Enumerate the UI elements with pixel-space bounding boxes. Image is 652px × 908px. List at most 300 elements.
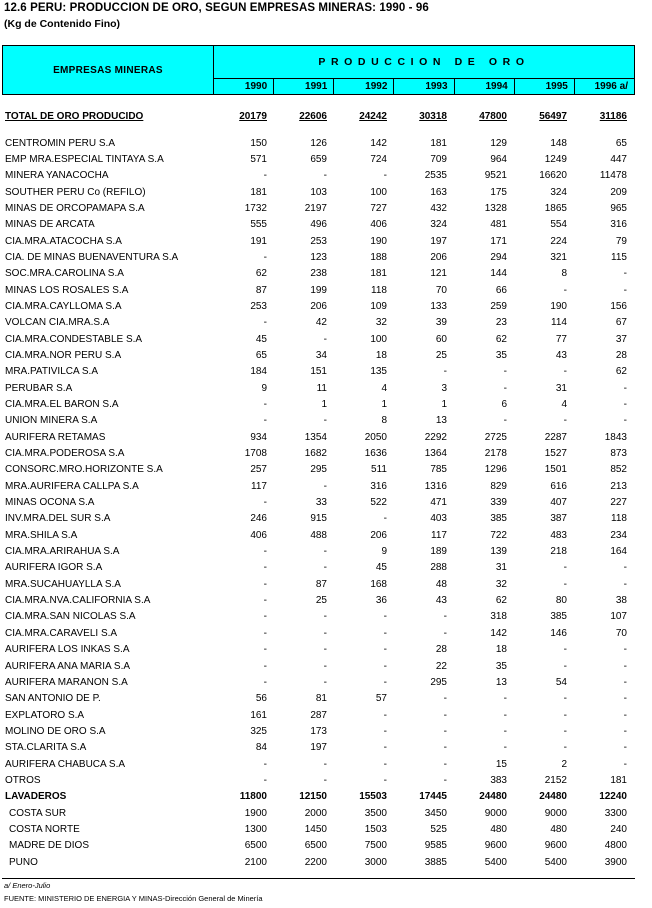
value-cell: 65: [615, 137, 627, 149]
value-cell: 2287: [544, 431, 567, 443]
value-cell: -: [383, 660, 387, 672]
value-cell: 148: [550, 137, 567, 149]
value-cell: 785: [430, 464, 447, 476]
company-name: MINAS OCONA S.A: [5, 497, 95, 509]
value-cell: -: [563, 693, 567, 705]
value-cell: 15503: [359, 791, 387, 803]
value-cell: 324: [430, 219, 447, 231]
data-table: [2, 109, 633, 871]
company-name: INV.MRA.DEL SUR S.A: [5, 513, 111, 525]
table-row: [2, 691, 633, 707]
value-cell: -: [323, 774, 327, 786]
header-year: 1996 a/: [594, 81, 628, 92]
value-cell: -: [443, 709, 447, 721]
company-name: CIA.MRA.CARAVELI S.A: [5, 627, 118, 639]
value-cell: 5400: [484, 856, 507, 868]
value-cell: 288: [430, 562, 447, 574]
table-row: [2, 495, 633, 511]
value-cell: 2725: [484, 431, 507, 443]
value-cell: 189: [430, 546, 447, 558]
value-cell: 164: [610, 546, 627, 558]
value-cell: 16620: [539, 170, 567, 182]
value-cell: 852: [610, 464, 627, 476]
value-cell: 1: [321, 399, 327, 411]
total-row: [2, 109, 633, 125]
company-name: CONSORC.MRO.HORIZONTE S.A: [5, 464, 163, 476]
value-cell: 406: [250, 529, 267, 541]
value-cell: 206: [430, 251, 447, 263]
value-cell: -: [323, 758, 327, 770]
value-cell: 123: [310, 251, 327, 263]
value-cell: -: [503, 709, 507, 721]
value-cell: 480: [550, 823, 567, 835]
value-cell: 3300: [604, 807, 627, 819]
value-cell: 209: [610, 186, 627, 198]
value-cell: 28: [615, 349, 627, 361]
value-cell: 295: [310, 464, 327, 476]
table-row: [2, 282, 633, 298]
value-cell: -: [563, 725, 567, 737]
value-cell: -: [623, 660, 627, 672]
table-row: [2, 152, 633, 168]
value-cell: 175: [490, 186, 507, 198]
value-cell: -: [263, 497, 267, 509]
value-cell: 9: [381, 546, 387, 558]
value-cell: -: [623, 268, 627, 280]
value-cell: 5400: [544, 856, 567, 868]
table-row: [2, 528, 633, 544]
header-year: 1990: [214, 79, 274, 94]
value-cell: 2100: [244, 856, 267, 868]
value-cell: 324: [550, 186, 567, 198]
value-cell: -: [383, 725, 387, 737]
value-cell: -: [263, 562, 267, 574]
value-cell: 156: [610, 300, 627, 312]
value-cell: 66: [495, 284, 507, 296]
company-name: MADRE DE DIOS: [9, 840, 90, 852]
value-cell: 13: [495, 676, 507, 688]
company-name: MRA.AURIFERA CALLPA S.A: [5, 480, 139, 492]
value-cell: 103: [310, 186, 327, 198]
value-cell: 3900: [604, 856, 627, 868]
value-cell: 25: [435, 349, 447, 361]
value-cell: -: [263, 399, 267, 411]
value-cell: -: [623, 758, 627, 770]
table-row: [2, 413, 633, 429]
value-cell: 1316: [424, 480, 447, 492]
company-name: UNION MINERA S.A: [5, 415, 98, 427]
value-cell: 199: [310, 284, 327, 296]
company-name: MINAS DE ARCATA: [5, 219, 95, 231]
value-cell: 407: [550, 497, 567, 509]
company-name: SOC.MRA.CAROLINA S.A: [5, 268, 124, 280]
value-cell: 173: [310, 725, 327, 737]
header-empresas: EMPRESAS MINERAS: [3, 46, 214, 94]
value-cell: -: [503, 382, 507, 394]
value-cell: -: [623, 693, 627, 705]
company-name: CIA.MRA.SAN NICOLAS S.A: [5, 611, 136, 623]
value-cell: 1527: [544, 448, 567, 460]
value-cell: 38: [615, 595, 627, 607]
value-cell: 31: [495, 562, 507, 574]
value-cell: 142: [370, 137, 387, 149]
value-cell: 224: [550, 235, 567, 247]
value-cell: 81: [315, 693, 327, 705]
table-row: [2, 577, 633, 593]
value-cell: -: [383, 513, 387, 525]
footer-divider: [2, 878, 635, 879]
value-cell: 522: [370, 497, 387, 509]
table-row: [2, 707, 633, 723]
value-cell: 227: [610, 497, 627, 509]
company-name: STA.CLARITA S.A: [5, 742, 87, 754]
header-year: 1995: [515, 79, 575, 94]
value-cell: 616: [550, 480, 567, 492]
company-name: PERUBAR S.A: [5, 382, 73, 394]
company-name: TOTAL DE ORO PRODUCIDO: [5, 111, 144, 123]
value-cell: -: [563, 644, 567, 656]
value-cell: -: [383, 709, 387, 721]
value-cell: 253: [250, 300, 267, 312]
header-years: [214, 78, 634, 94]
value-cell: 22606: [299, 111, 327, 123]
value-cell: 2197: [304, 202, 327, 214]
value-cell: 1249: [544, 153, 567, 165]
value-cell: 181: [370, 268, 387, 280]
table-row: [2, 756, 633, 772]
value-cell: -: [563, 415, 567, 427]
value-cell: 11800: [239, 791, 267, 803]
value-cell: 197: [430, 235, 447, 247]
company-name: MINAS DE ORCOPAMAPA S.A: [5, 202, 145, 214]
company-name: CIA.MRA.CAYLLOMA S.A: [5, 300, 122, 312]
value-cell: 34: [315, 349, 327, 361]
value-cell: 385: [490, 513, 507, 525]
value-cell: 117: [251, 480, 267, 492]
value-cell: 295: [430, 676, 447, 688]
value-cell: -: [503, 415, 507, 427]
table-row: [2, 397, 633, 413]
value-cell: -: [443, 627, 447, 639]
value-cell: 48: [435, 578, 447, 590]
company-name: AURIFERA LOS INKAS S.A: [5, 644, 130, 656]
table-row: [2, 331, 633, 347]
value-cell: 213: [610, 480, 627, 492]
lavaderos-row: [2, 789, 633, 805]
value-cell: -: [623, 578, 627, 590]
value-cell: 246: [250, 513, 267, 525]
value-cell: -: [563, 366, 567, 378]
value-cell: 117: [431, 529, 447, 541]
value-cell: 9585: [424, 840, 447, 852]
value-cell: 257: [250, 464, 267, 476]
value-cell: -: [263, 774, 267, 786]
value-cell: 129: [490, 137, 507, 149]
value-cell: 31: [555, 382, 567, 394]
value-cell: -: [503, 725, 507, 737]
value-cell: 2200: [304, 856, 327, 868]
company-name: CIA.MRA.PODEROSA S.A: [5, 448, 125, 460]
company-name: AURIFERA RETAMAS: [5, 431, 106, 443]
page-title: 12.6 PERU: PRODUCCION DE ORO, SEGUN EMPRESAS MINERAS: 1990 - 96: [4, 2, 429, 14]
table-row: [2, 740, 633, 756]
value-cell: -: [503, 742, 507, 754]
company-name: MINERA YANACOCHA: [5, 170, 109, 182]
value-cell: 1732: [244, 202, 267, 214]
value-cell: -: [443, 366, 447, 378]
value-cell: 43: [435, 595, 447, 607]
value-cell: 206: [370, 529, 387, 541]
value-cell: 2152: [544, 774, 567, 786]
value-cell: 65: [255, 349, 267, 361]
table-row: [2, 430, 633, 446]
value-cell: 2050: [364, 431, 387, 443]
value-cell: 35: [495, 349, 507, 361]
value-cell: -: [323, 660, 327, 672]
value-cell: -: [563, 660, 567, 672]
value-cell: 9000: [544, 807, 567, 819]
company-name: MOLINO DE ORO S.A: [5, 725, 106, 737]
value-cell: 659: [310, 153, 327, 165]
value-cell: 403: [430, 513, 447, 525]
value-cell: 964: [490, 153, 507, 165]
table-row: [2, 201, 633, 217]
value-cell: 1: [441, 399, 447, 411]
value-cell: 150: [250, 137, 267, 149]
value-cell: 234: [610, 529, 627, 541]
value-cell: 724: [370, 153, 387, 165]
value-cell: 70: [435, 284, 447, 296]
table-row: [2, 854, 633, 870]
value-cell: 383: [490, 774, 507, 786]
value-cell: 60: [435, 333, 447, 345]
value-cell: -: [383, 170, 387, 182]
value-cell: 480: [490, 823, 507, 835]
value-cell: 11: [316, 382, 327, 394]
table-row: [2, 675, 633, 691]
value-cell: 45: [375, 562, 387, 574]
value-cell: 47800: [479, 111, 507, 123]
value-cell: 555: [250, 219, 267, 231]
value-cell: 181: [250, 186, 267, 198]
value-cell: 253: [310, 235, 327, 247]
value-cell: -: [383, 627, 387, 639]
value-cell: 8: [381, 415, 387, 427]
value-cell: 1354: [304, 431, 327, 443]
value-cell: -: [263, 170, 267, 182]
value-cell: 190: [550, 300, 567, 312]
table-row: [2, 822, 633, 838]
company-name: AURIFERA IGOR S.A: [5, 562, 103, 574]
value-cell: 84: [255, 742, 267, 754]
value-cell: 3: [441, 382, 447, 394]
value-cell: 188: [370, 251, 387, 263]
value-cell: 28: [435, 644, 447, 656]
company-name: EXPLATORO S.A: [5, 709, 85, 721]
value-cell: 13: [435, 415, 447, 427]
company-name: AURIFERA CHABUCA S.A: [5, 758, 126, 770]
company-name: MINAS LOS ROSALES S.A: [5, 284, 129, 296]
value-cell: 32: [375, 317, 387, 329]
company-name: MRA.SHILA S.A: [5, 529, 78, 541]
value-cell: -: [383, 644, 387, 656]
value-cell: -: [623, 709, 627, 721]
value-cell: -: [623, 382, 627, 394]
table-row: [2, 838, 633, 854]
value-cell: 2535: [424, 170, 447, 182]
value-cell: -: [623, 644, 627, 656]
value-cell: 2: [561, 758, 567, 770]
value-cell: -: [263, 595, 267, 607]
value-cell: 32: [495, 578, 507, 590]
table-row: [2, 446, 633, 462]
value-cell: 190: [370, 235, 387, 247]
value-cell: 33: [315, 497, 327, 509]
value-cell: 259: [490, 300, 507, 312]
value-cell: 36: [375, 595, 387, 607]
company-name: OTROS: [5, 774, 41, 786]
value-cell: 1900: [244, 807, 267, 819]
value-cell: 1865: [544, 202, 567, 214]
value-cell: -: [323, 562, 327, 574]
value-cell: 1843: [604, 431, 627, 443]
company-name: CIA.MRA.ATACOCHA S.A: [5, 235, 122, 247]
value-cell: 481: [490, 219, 507, 231]
value-cell: 318: [490, 611, 507, 623]
value-cell: 6: [501, 399, 507, 411]
value-cell: -: [263, 251, 267, 263]
source-note: FUENTE: MINISTERIO DE ENERGIA Y MINAS-Dirección General de Minería: [4, 894, 263, 903]
value-cell: 139: [490, 546, 507, 558]
value-cell: 496: [310, 219, 327, 231]
value-cell: 171: [490, 235, 507, 247]
value-cell: 483: [550, 529, 567, 541]
value-cell: 35: [495, 660, 507, 672]
value-cell: -: [563, 562, 567, 574]
value-cell: -: [263, 546, 267, 558]
value-cell: -: [443, 742, 447, 754]
table-row: [2, 805, 633, 821]
value-cell: 87: [255, 284, 267, 296]
value-cell: 62: [615, 366, 627, 378]
value-cell: -: [563, 284, 567, 296]
value-cell: 488: [310, 529, 327, 541]
table-row: [2, 250, 633, 266]
value-cell: -: [263, 317, 267, 329]
value-cell: 9600: [484, 840, 507, 852]
company-name: CIA.MRA.NOR PERU S.A: [5, 349, 122, 361]
value-cell: 1: [381, 399, 387, 411]
value-cell: -: [443, 774, 447, 786]
value-cell: 873: [610, 448, 627, 460]
value-cell: -: [263, 676, 267, 688]
table-row: [2, 135, 633, 151]
value-cell: 722: [490, 529, 507, 541]
company-name: AURIFERA ANA MARIA S.A: [5, 660, 131, 672]
value-cell: -: [323, 676, 327, 688]
value-cell: 727: [370, 202, 387, 214]
value-cell: -: [323, 644, 327, 656]
value-cell: 3000: [364, 856, 387, 868]
value-cell: 12150: [299, 791, 327, 803]
value-cell: -: [623, 284, 627, 296]
value-cell: -: [263, 660, 267, 672]
value-cell: 20179: [239, 111, 267, 123]
value-cell: 238: [310, 268, 327, 280]
value-cell: 321: [550, 251, 567, 263]
company-name: CIA.MRA.EL BARON S.A: [5, 399, 119, 411]
company-name: COSTA NORTE: [9, 823, 80, 835]
value-cell: 24242: [359, 111, 387, 123]
company-name: EMP MRA.ESPECIAL TINTAYA S.A: [5, 153, 164, 165]
value-cell: -: [383, 742, 387, 754]
table-row: [2, 184, 633, 200]
value-cell: 8: [561, 268, 567, 280]
table-row: [2, 217, 633, 233]
value-cell: -: [503, 366, 507, 378]
value-cell: -: [323, 611, 327, 623]
company-name: PUNO: [9, 856, 38, 868]
value-cell: 181: [430, 137, 447, 149]
company-name: CENTROMIN PERU S.A: [5, 137, 116, 149]
value-cell: -: [623, 742, 627, 754]
value-cell: -: [383, 758, 387, 770]
value-cell: 54: [555, 676, 567, 688]
company-name: MRA.SUCAHUAYLLA S.A: [5, 578, 121, 590]
value-cell: 1300: [244, 823, 267, 835]
table-row: [2, 381, 633, 397]
value-cell: 934: [250, 431, 267, 443]
table-row: [2, 233, 633, 249]
table-row: [2, 299, 633, 315]
value-cell: 7500: [364, 840, 387, 852]
company-name: CIA.MRA.NVA.CALIFORNIA S.A: [5, 595, 151, 607]
table-row: [2, 479, 633, 495]
value-cell: 2292: [424, 431, 447, 443]
company-name: SAN ANTONIO DE P.: [5, 693, 101, 705]
value-cell: 87: [315, 578, 327, 590]
table-row: [2, 544, 633, 560]
value-cell: -: [323, 546, 327, 558]
value-cell: 39: [435, 317, 447, 329]
value-cell: -: [263, 578, 267, 590]
value-cell: 325: [250, 725, 267, 737]
value-cell: 1501: [544, 464, 567, 476]
value-cell: 23: [495, 317, 507, 329]
table-row: [2, 266, 633, 282]
value-cell: 571: [250, 153, 267, 165]
value-cell: 9600: [544, 840, 567, 852]
value-cell: -: [263, 611, 267, 623]
value-cell: 447: [610, 153, 627, 165]
value-cell: 709: [430, 153, 447, 165]
table-row: [2, 593, 633, 609]
value-cell: 163: [430, 186, 447, 198]
value-cell: -: [443, 758, 447, 770]
value-cell: 79: [615, 235, 627, 247]
value-cell: 294: [490, 251, 507, 263]
header-year: 1992: [334, 79, 394, 94]
value-cell: -: [503, 693, 507, 705]
value-cell: 184: [250, 366, 267, 378]
table-row: [2, 560, 633, 576]
value-cell: 1296: [484, 464, 507, 476]
value-cell: 3885: [424, 856, 447, 868]
value-cell: 1708: [244, 448, 267, 460]
value-cell: 115: [611, 251, 627, 263]
value-cell: -: [323, 333, 327, 345]
table-row: [2, 773, 633, 789]
